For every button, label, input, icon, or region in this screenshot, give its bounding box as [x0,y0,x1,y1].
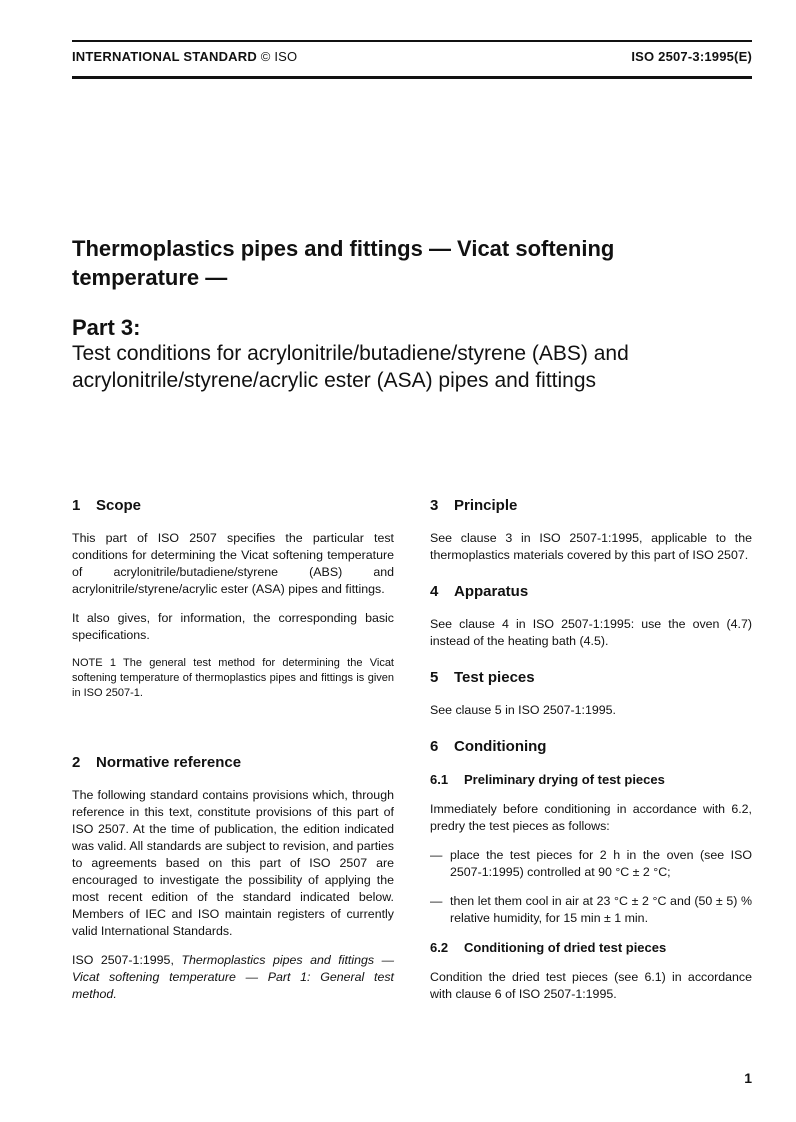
section-scope [72,496,394,701]
subsection-heading-conditioning-dried: 6.2 Conditioning of dried test pieces [430,940,667,955]
document-title: Thermoplastics pipes and fittings — Vicat softening temperature — [72,236,615,290]
scope-paragraph-2: It also gives, for information, the corresponding basic specifications. [72,611,394,642]
subsection-heading-preliminary-drying: 6.1 Preliminary drying of test pieces [430,772,665,787]
reference-title: Thermoplastics pipes and fittings — Vicat softening temperature — Part 1: General test method. [72,953,394,1001]
section-test-pieces [430,668,752,719]
preliminary-drying-paragraph: Immediately before conditioning in accordance with 6.2, predry the test pieces as follows: [430,802,752,833]
section-principle [430,496,752,564]
header-standard-label: INTERNATIONAL STANDARD © ISO [72,49,298,64]
header-top-rule [72,40,752,42]
drying-steps-list [430,847,752,927]
section-apparatus [430,582,752,650]
section-heading-principle: 3 Principle [430,497,518,514]
section-heading-scope: 1 Scope [72,497,142,514]
list-item: — then let them cool in air at 23 °C ± 2 °C and (50 ± 5) % relative humidity, for 15 min ± 1 min. [430,893,752,927]
section-heading-normative-reference: 2 Normative reference [72,754,242,771]
section-heading-test-pieces: 5 Test pieces [430,669,535,686]
section-heading-conditioning: 6 Conditioning [430,738,547,755]
section-heading-apparatus: 4 Apparatus [430,583,529,600]
right-column [430,496,752,1015]
header-bottom-rule [72,76,752,79]
principle-paragraph: See clause 3 in ISO 2507-1:1995, applicable to the thermoplastics materials covered by this part of ISO 2507. [430,531,752,562]
section-normative-reference [72,753,394,1003]
header-copyright: © ISO [260,49,298,64]
test-pieces-paragraph: See clause 5 in ISO 2507-1:1995. [430,703,616,717]
apparatus-paragraph: See clause 4 in ISO 2507-1:1995: use the oven (4.7) instead of the heating bath (4.5). [430,617,752,648]
page-number: 1 [744,1070,752,1086]
scope-paragraph-1: This part of ISO 2507 specifies the particular test conditions for determining the Vicat softening temperature of acrylonitrile/butadiene/styrene (ABS) and acrylonitrile/styrene/acrylic ester (ASA) pipes and fittings. [72,531,394,596]
part-label: Part 3: [72,315,141,340]
conditioning-dried-paragraph: Condition the dried test pieces (see 6.1) in accordance with clause 6 of ISO 2507-1:1995. [430,970,752,1001]
section-conditioning [430,737,752,1003]
normative-paragraph: The following standard contains provisions which, through reference in this text, constitute provisions of this part of ISO 2507. At the time of publication, the edition indicated was valid. All standards are subject to revision, and parties to agreements based on this part of ISO 2507 are encouraged to investigate the possibility of applying the most recent edition of the standard indicated below. Members of IEC and ISO maintain registers of currently valid International Standards. [72,788,394,938]
scope-note: NOTE 1 The general test method for determining the Vicat softening temperature of thermoplastics pipes and fittings is given in ISO 2507-1. [72,657,394,699]
header-document-number: ISO 2507-3:1995(E) [631,49,752,64]
document-subtitle: Test conditions for acrylonitrile/butadiene/styrene (ABS) and acrylonitrile/styrene/acrylic ester (ASA) pipes and fittings [72,342,629,392]
left-column [72,496,394,1015]
normative-reference-entry: ISO 2507-1:1995, Thermoplastics pipes and fittings — Vicat softening temperature — Part 1: General test method. [72,953,394,1001]
list-item: — place the test pieces for 2 h in the oven (see ISO 2507-1:1995) controlled at 90 °C ± 2 °C; [430,847,752,881]
